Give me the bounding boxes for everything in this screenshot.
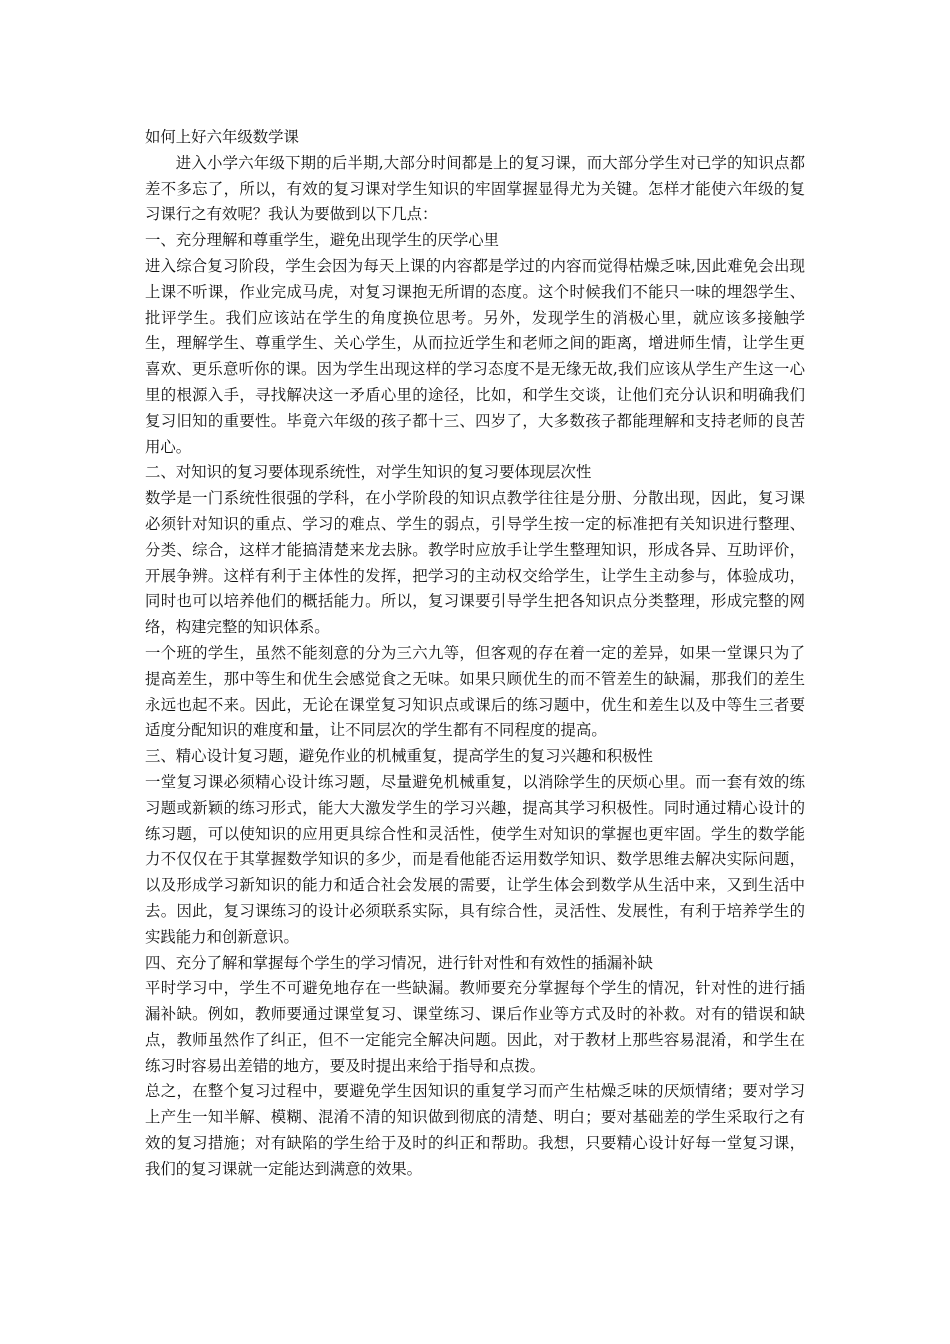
section-3-heading: 三、精心设计复习题，避免作业的机械重复，提高学生的复习兴趣和积极性 <box>145 747 653 766</box>
document-page <box>145 125 805 1183</box>
conclusion-paragraph: 总之，在整个复习过程中，要避免学生因知识的重复学习而产生枯燥乏味的厌烦情绪；要对学习上产生一知半解、模糊、混淆不清的知识做到彻底的清楚、明白；要对基础差的学生采取行之有效的复习措施；对有缺陷的学生给于及时的纠正和帮助。我想，只要精心设计好每一堂复习课，我们的复习课就一定能达到满意的效果。 <box>145 1082 805 1178</box>
section-2-heading: 二、对知识的复习要体现系统性，对学生知识的复习要体现层次性 <box>145 463 592 482</box>
section-1-heading: 一、充分理解和尊重学生，避免出现学生的厌学心里 <box>145 231 499 250</box>
section-1-paragraph: 进入综合复习阶段，学生会因为每天上课的内容都是学过的内容而觉得枯燥乏味,因此难免会出现上课不听课，作业完成马虎，对复习课抱无所谓的态度。这个时候我们不能只一味的埋怨学生、批评学生。我们应该站在学生的角度换位思考。另外，发现学生的消极心里，就应该多接触学生，理解学生、尊重学生、关心学生，从而拉近学生和老师之间的距离，增进师生情，让学生更喜欢、更乐意听你的课。因为学生出现这样的学习态度不是无缘无故,我们应该从学生产生这一心里的根源入手，寻找解决这一矛盾心里的途径，比如，和学生交谈，让他们充分认识和明确我们复习旧知的重要性。毕竟六年级的孩子都十三、四岁了，大多数孩子都能理解和支持老师的良苦用心。 <box>145 256 805 456</box>
intro-paragraph: 进入小学六年级下期的后半期,大部分时间都是上的复习课，而大部分学生对已学的知识点都差不多忘了，所以，有效的复习课对学生知识的牢固掌握显得尤为关键。怎样才能使六年级的复习课行之有效呢？我认为要做到以下几点： <box>145 153 805 224</box>
section-4-heading: 四、充分了解和掌握每个学生的学习情况，进行针对性和有效性的插漏补缺 <box>145 953 653 972</box>
document-title: 如何上好六年级数学课 <box>145 128 299 146</box>
section-3-paragraph: 一堂复习课必须精心设计练习题，尽量避免机械重复，以消除学生的厌烦心里。而一套有效的练习题或新颖的练习形式，能大大激发学生的学习兴趣，提高其学习积极性。同时通过精心设计的练习题，可以使知识的应用更具综合性和灵活性，使学生对知识的掌握也更牢固。学生的数学能力不仅仅在于其掌握数学知识的多少，而是看他能否运用数学知识、数学思维去解决实际问题，以及形成学习新知识的能力和适合社会发展的需要，让学生体会到数学从生活中来，又到生活中去。因此，复习课练习的设计必须联系实际，具有综合性，灵活性、发展性，有利于培养学生的实践能力和创新意识。 <box>145 772 805 946</box>
section-4-paragraph: 平时学习中，学生不可避免地存在一些缺漏。教师要充分掌握每个学生的情况，针对性的进行插漏补缺。例如，教师要通过课堂复习、课堂练习、课后作业等方式及时的补救。对有的错误和缺点，教师虽然作了纠正，但不一定能完全解决问题。因此，对于教材上那些容易混淆，和学生在练习时容易出差错的地方，要及时提出来给于指导和点拨。 <box>145 979 805 1075</box>
section-2-paragraph-2: 一个班的学生，虽然不能刻意的分为三六九等，但客观的存在着一定的差异，如果一堂课只为了提高差生，那中等生和优生会感觉食之无味。如果只顾优生的而不管差生的缺漏，那我们的差生永远也起不来。因此，无论在课堂复习知识点或课后的练习题中，优生和差生以及中等生三者要适度分配知识的难度和量，让不同层次的学生都有不同程度的提高。 <box>145 643 805 740</box>
section-2-paragraph-1: 数学是一门系统性很强的学科，在小学阶段的知识点教学往往是分册、分散出现，因此，复习课必须针对知识的重点、学习的难点、学生的弱点，引导学生按一定的标准把有关知识进行整理、分类、综合，这样才能搞清楚来龙去脉。教学时应放手让学生整理知识，形成各异、互助评价，开展争辨。这样有利于主体性的发挥，把学习的主动权交给学生，让学生主动参与，体验成功，同时也可以培养他们的概括能力。所以，复习课要引导学生把各知识点分类整理，形成完整的网络，构建完整的知识体系。 <box>145 489 805 637</box>
